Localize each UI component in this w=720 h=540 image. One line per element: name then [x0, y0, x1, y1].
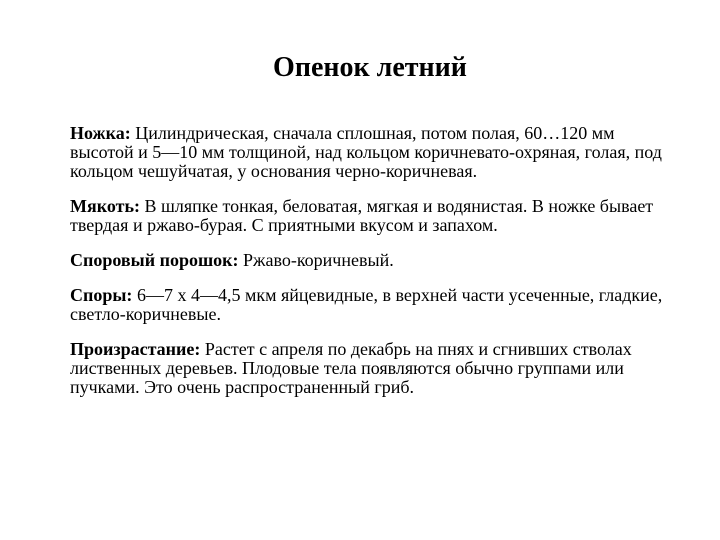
section-term: Произрастание:: [70, 339, 201, 359]
slide-title: Опенок летний: [273, 52, 467, 83]
section-term: Мякоть:: [70, 196, 140, 216]
section-text: В шляпке тонкая, беловатая, мягкая и водянистая. В ножке бывает твердая и ржаво-бурая. С приятными вкусом и запахом.: [70, 196, 654, 235]
section-spore-powder: [70, 251, 670, 270]
section-stem: [70, 124, 670, 181]
description-body: [70, 124, 670, 413]
section-text: 6—7 х 4—4,5 мкм яйцевидные, в верхней части усеченные, гладкие, светло-коричневые.: [70, 285, 663, 324]
section-text: Цилиндрическая, сначала сплошная, потом полая, 60…120 мм высотой и 5—10 мм толщиной, над кольцом коричневато-охряная, голая, под кольцом чешуйчатая, у основания черно-коричневая.: [70, 123, 662, 181]
section-spores: [70, 286, 670, 324]
section-term: Споры:: [70, 285, 133, 305]
section-term: Споровый порошок:: [70, 250, 239, 270]
section-text: Растет с апреля по декабрь на пнях и сгнивших стволах лиственных деревьев. Плодовые тела появляются обычно группами или пучками. Это очень распространенный гриб.: [70, 339, 632, 397]
section-habitat: [70, 340, 670, 397]
section-term: Ножка:: [70, 123, 131, 143]
section-flesh: [70, 197, 670, 235]
section-text: Ржаво-коричневый.: [238, 250, 394, 270]
